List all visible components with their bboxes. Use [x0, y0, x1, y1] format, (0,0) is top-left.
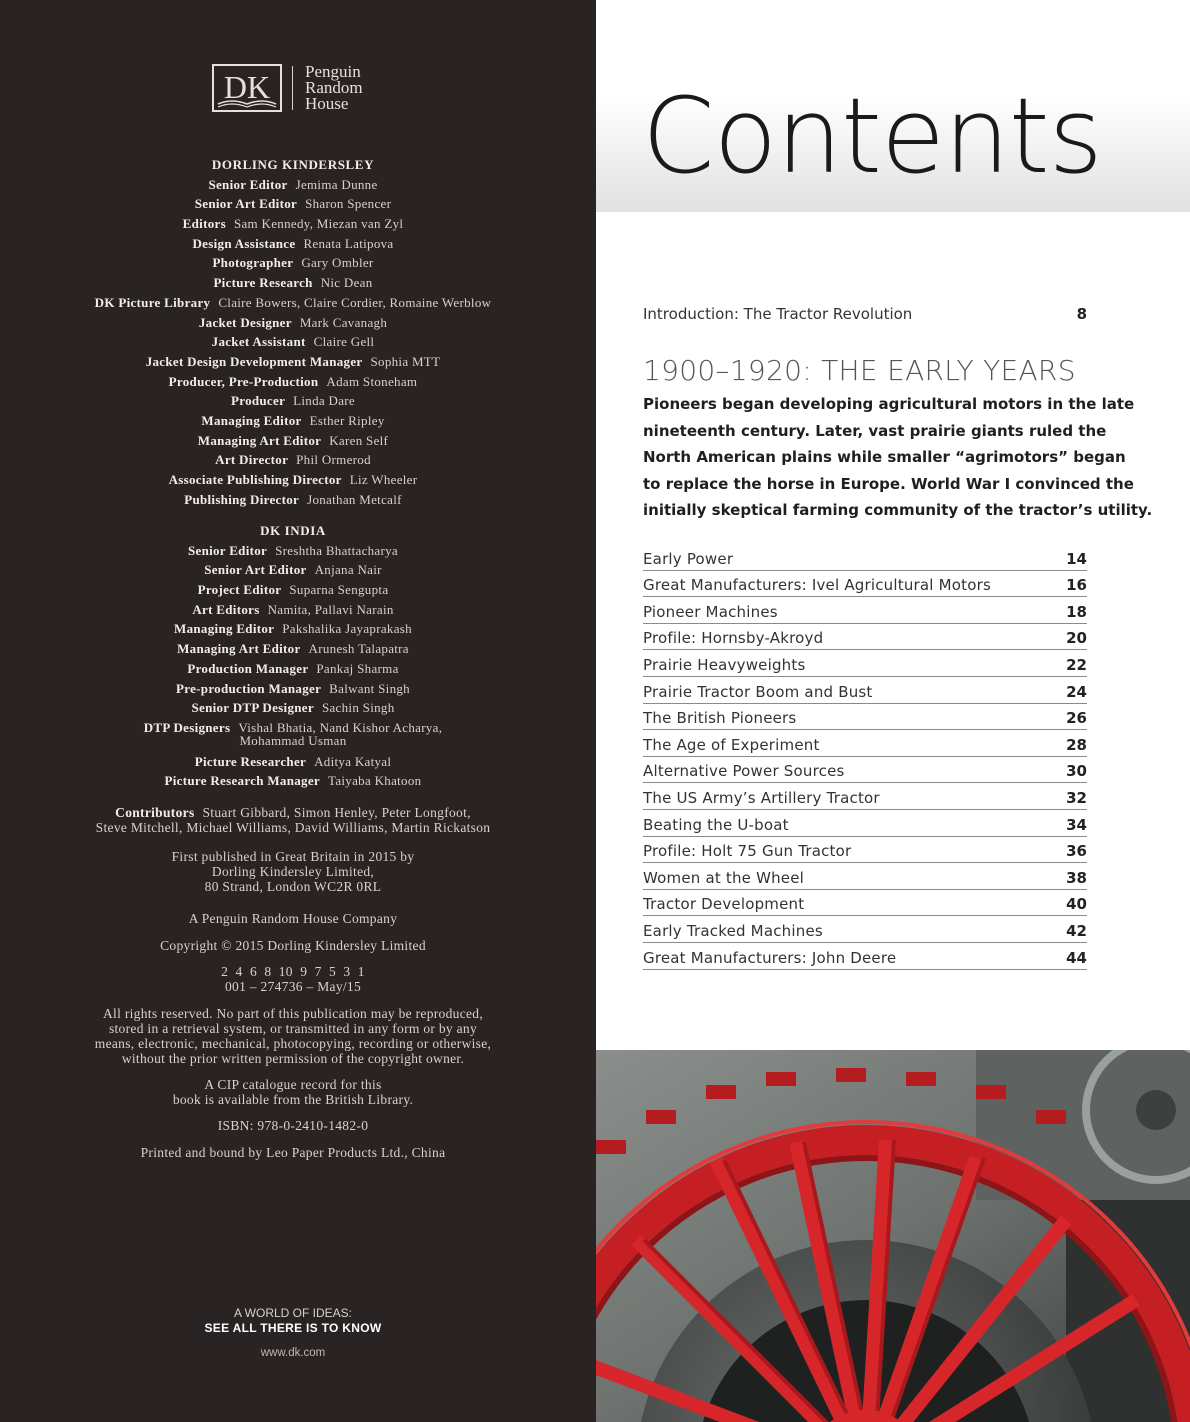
company-line	[0, 911, 586, 926]
publisher-logo	[212, 64, 382, 116]
printed-text: Printed and bound by Leo Paper Products Ltd., China	[140, 1145, 446, 1160]
credit-row	[0, 560, 586, 580]
credit-row	[0, 293, 586, 313]
dk-website-link[interactable]: www.dk.com	[260, 1347, 326, 1359]
toc-entry-label: Women at the Wheel	[643, 868, 805, 887]
dk-india-credits	[0, 521, 586, 791]
cip-block	[0, 1077, 586, 1107]
print-code: 001 – 274736 – May/15	[224, 979, 362, 994]
credit-row	[0, 600, 586, 620]
credit-role: Associate Publishing Director	[168, 472, 342, 487]
toc-entry[interactable]	[643, 677, 1087, 704]
toc-entry-label: The US Army’s Artillery Tractor	[643, 788, 880, 807]
toc-entry[interactable]	[643, 650, 1087, 677]
cip-line-2: book is available from the British Library.	[172, 1092, 414, 1107]
credit-row	[0, 541, 586, 561]
tagline-top: A WORLD OF IDEAS:	[233, 1306, 353, 1320]
credit-role: Managing Art Editor	[197, 432, 322, 448]
toc-entry-page: 36	[1066, 842, 1087, 861]
credit-name: Sreshtha Bhattacharya	[275, 542, 399, 558]
credit-row	[0, 698, 586, 718]
credit-role: Design Assistance	[192, 235, 296, 251]
toc-entry-page: 16	[1066, 576, 1087, 595]
credit-role: Art Director	[215, 452, 289, 468]
credit-name: Pankaj Sharma	[316, 660, 399, 676]
credit-role: Production Manager	[187, 660, 309, 676]
credit-name: Liz Wheeler	[349, 472, 418, 487]
toc-entry-label: Profile: Hornsby-Akroyd	[643, 629, 824, 648]
rights-line-2: stored in a retrieval system, or transmitted in any form or by any	[108, 1021, 478, 1036]
toc-entry-label: Early Power	[643, 549, 734, 568]
dk-book-icon	[212, 64, 282, 112]
toc-entry[interactable]	[643, 571, 1087, 598]
rights-block	[0, 1006, 586, 1066]
first-published-line-1: First published in Great Britain in 2015 by	[171, 849, 415, 864]
credit-name: Anjana Nair	[314, 562, 382, 578]
credit-name: Aditya Katyal	[314, 753, 392, 769]
credit-row	[0, 253, 586, 273]
dk-logo-text: DK	[223, 69, 271, 105]
dtp-designer-continued: Mohammad Usman	[239, 732, 347, 748]
toc-entry-page: 42	[1066, 921, 1087, 940]
tagline-bottom: SEE ALL THERE IS TO KNOW	[204, 1321, 382, 1335]
toc-intro-page: 8	[1076, 305, 1087, 323]
credit-role: Photographer	[212, 255, 294, 271]
credit-row	[0, 580, 586, 600]
toc-entry-page: 38	[1066, 868, 1087, 887]
credit-row	[0, 659, 586, 679]
isbn-line	[0, 1118, 586, 1133]
toc-entry-label: Beating the U-boat	[643, 815, 789, 834]
credit-name: Taiyaba Khatoon	[327, 773, 422, 789]
credit-role: Art Editors	[192, 601, 260, 617]
toc-entry-page: 22	[1066, 655, 1087, 674]
credit-row	[0, 679, 586, 699]
credit-name: Sharon Spencer	[305, 196, 392, 212]
toc-intro-entry[interactable]	[643, 305, 1087, 323]
toc-entry-page: 30	[1066, 762, 1087, 781]
era-desc-line-4: to replace the horse in Europe. World War I convinced the	[643, 474, 1134, 493]
prh-line-1: Penguin	[305, 62, 361, 81]
copyright-line	[0, 938, 586, 953]
toc-entry-label: The British Pioneers	[643, 709, 797, 728]
toc-entry-label: Great Manufacturers: John Deere	[643, 948, 897, 967]
toc-entry-page: 20	[1066, 629, 1087, 648]
toc-entry-page: 40	[1066, 895, 1087, 914]
toc-list	[643, 544, 1087, 970]
dorling-kindersley-credits	[0, 155, 586, 509]
toc-entry[interactable]	[643, 624, 1087, 651]
credit-name: Suparna Sengupta	[289, 582, 389, 598]
credit-role: DTP Designers	[143, 719, 231, 735]
credit-row	[0, 639, 586, 659]
credit-role: Publishing Director	[184, 491, 300, 507]
copyright-text: Copyright © 2015 Dorling Kindersley Limited	[160, 938, 426, 953]
credit-row	[0, 470, 586, 490]
contributors-line-2: Steve Mitchell, Michael Williams, David Williams, Martin Rickatson	[95, 820, 491, 835]
print-info-block	[0, 964, 586, 994]
toc-entry[interactable]	[643, 757, 1087, 784]
toc-entry-page: 44	[1066, 948, 1087, 967]
credit-role: DK Picture Library	[94, 294, 211, 310]
toc-entry[interactable]	[643, 916, 1087, 943]
toc-entry[interactable]	[643, 810, 1087, 837]
credit-name: Namita, Pallavi Narain	[267, 601, 394, 617]
credit-role: Managing Editor	[201, 412, 302, 428]
credit-role: Managing Art Editor	[177, 641, 301, 657]
credit-name: Claire Bowers, Claire Cordier, Romaine Werblow	[218, 294, 492, 310]
credit-role: Senior Editor	[208, 176, 288, 192]
credit-name: Esther Ripley	[309, 412, 385, 428]
credit-name: Adam Stoneham	[326, 373, 418, 389]
credit-name: Vishal Bhatia, Nand Kishor Acharya,	[238, 719, 443, 735]
credit-role: Jacket Design Development Manager	[145, 353, 363, 369]
era-description	[643, 391, 1153, 524]
rights-line-3: means, electronic, mechanical, photocopying, recording or otherwise,	[94, 1036, 492, 1051]
toc-intro-label: Introduction: The Tractor Revolution	[643, 305, 913, 323]
dk-tagline	[0, 1306, 586, 1336]
tractor-wheel-illustration	[596, 1050, 1190, 1422]
toc-entry-page: 14	[1066, 549, 1087, 568]
era-title: 1900–1920: THE EARLY YEARS	[643, 354, 1076, 387]
toc-entry-label: Early Tracked Machines	[643, 921, 823, 940]
toc-entry-label: Pioneer Machines	[643, 602, 778, 621]
credit-role: Picture Research	[213, 275, 313, 291]
toc-entry-label: Prairie Heavyweights	[643, 655, 806, 674]
credit-row	[0, 752, 586, 772]
credit-role: Senior DTP Designer	[191, 700, 314, 716]
toc-entry[interactable]	[643, 783, 1087, 810]
toc-entry[interactable]	[643, 837, 1087, 864]
credit-name: Jemima Dunne	[295, 176, 378, 192]
credit-name: Phil Ormerod	[296, 452, 371, 468]
credit-name: Sophia MTT	[370, 353, 441, 369]
credit-role: Senior Art Editor	[204, 562, 307, 578]
toc-entry-page: 26	[1066, 709, 1087, 728]
toc-entry-page: 34	[1066, 815, 1087, 834]
toc-entry-page: 32	[1066, 788, 1087, 807]
toc-entry-label: Tractor Development	[643, 895, 805, 914]
print-numbers: 2 4 6 8 10 9 7 5 3 1	[221, 964, 365, 979]
credit-role: Project Editor	[197, 582, 282, 598]
toc-entry[interactable]	[643, 544, 1087, 571]
credit-name: Arunesh Talapatra	[308, 641, 409, 657]
contributors-line-1: Stuart Gibbard, Simon Henley, Peter Longfoot,	[202, 805, 471, 820]
first-published-line-2: Dorling Kindersley Limited,	[211, 864, 375, 879]
toc-entry[interactable]	[643, 890, 1087, 917]
credit-row	[0, 273, 586, 293]
credit-role: Pre-production Manager	[176, 680, 322, 696]
rights-line-1: All rights reserved. No part of this publication may be reproduced,	[103, 1006, 483, 1021]
toc-entry-label: Alternative Power Sources	[643, 762, 845, 781]
credit-row	[0, 450, 586, 470]
credit-row	[0, 332, 586, 352]
credit-name: Jonathan Metcalf	[307, 491, 402, 507]
credit-role: Picture Research Manager	[164, 773, 320, 789]
credit-role: Picture Researcher	[194, 753, 307, 769]
penguin-random-house-wordmark	[305, 64, 363, 112]
credit-role: Managing Editor	[174, 621, 275, 637]
credit-row	[0, 619, 586, 639]
credit-name: Nic Dean	[320, 275, 373, 291]
credit-row	[0, 352, 586, 372]
dorling-kindersley-heading: DORLING KINDERSLEY	[211, 157, 375, 172]
credit-row	[0, 234, 586, 254]
credit-row	[0, 431, 586, 451]
toc-entry-label: Prairie Tractor Boom and Bust	[643, 682, 873, 701]
credit-row	[0, 411, 586, 431]
toc-entry[interactable]	[643, 730, 1087, 757]
first-published-line-3: 80 Strand, London WC2R 0RL	[204, 879, 382, 894]
contributors-role: Contributors	[115, 805, 195, 820]
credit-name: Claire Gell	[313, 334, 375, 350]
prh-line-2: Random	[305, 78, 363, 97]
credit-role: Editors	[182, 216, 226, 232]
credit-row	[0, 771, 586, 791]
tractor-wheel-photo	[596, 1050, 1190, 1422]
credit-name: Linda Dare	[293, 393, 355, 409]
dk-india-heading: DK INDIA	[260, 523, 326, 538]
credit-row	[0, 391, 586, 411]
credit-row	[0, 194, 586, 214]
credit-name: Karen Self	[329, 432, 389, 448]
credit-role: Jacket Designer	[198, 314, 292, 330]
toc-entry-label: The Age of Experiment	[643, 735, 820, 754]
credit-name: Sam Kennedy, Miezan van Zyl	[233, 216, 404, 232]
toc-entry[interactable]	[643, 704, 1087, 731]
era-desc-line-2: nineteenth century. Later, vast prairie giants ruled the	[643, 421, 1107, 440]
credit-row	[0, 313, 586, 333]
credit-name: Balwant Singh	[329, 680, 410, 696]
cip-line-1: A CIP catalogue record for this	[204, 1077, 382, 1092]
era-desc-line-1: Pioneers began developing agricultural motors in the late	[643, 395, 1135, 413]
toc-entry-page: 24	[1066, 682, 1087, 701]
toc-entry-page: 28	[1066, 735, 1087, 754]
credit-row	[0, 214, 586, 234]
era-desc-line-5: initially skeptical farming community of the tractor’s utility.	[643, 501, 1153, 520]
toc-entry[interactable]	[643, 863, 1087, 890]
credit-role: Senior Art Editor	[194, 196, 298, 212]
credit-role: Producer	[231, 393, 286, 409]
credit-name: Renata Latipova	[303, 235, 394, 251]
company-text: A Penguin Random House Company	[188, 911, 398, 926]
printed-line	[0, 1145, 586, 1160]
toc-entry[interactable]	[643, 597, 1087, 624]
toc-entry-label: Profile: Holt 75 Gun Tractor	[643, 842, 852, 861]
contributors-block	[0, 805, 586, 835]
logo-divider	[292, 66, 293, 110]
credit-role: Producer, Pre-Production	[168, 373, 319, 389]
toc-entry-page: 18	[1066, 602, 1087, 621]
era-desc-line-3: North American plains while smaller “agrimotors” began	[643, 448, 1126, 467]
credit-name: Sachin Singh	[321, 700, 395, 716]
credit-row	[0, 175, 586, 195]
credit-row	[0, 372, 586, 392]
credit-row	[0, 490, 586, 510]
rights-line-4: without the prior written permission of the copyright owner.	[121, 1051, 465, 1066]
prh-line-3: House	[305, 94, 349, 113]
isbn-text: ISBN: 978-0-2410-1482-0	[217, 1118, 369, 1133]
credit-name: Pakshalika Jayaprakash	[282, 621, 412, 637]
credit-name: Gary Ombler	[301, 255, 374, 271]
contents-title: Contents	[642, 75, 1102, 197]
toc-entry[interactable]	[643, 943, 1087, 970]
toc-entry-label: Great Manufacturers: Ivel Agricultural Motors	[643, 576, 992, 595]
credit-role: Senior Editor	[187, 542, 268, 558]
first-published-block	[0, 849, 586, 894]
credit-name: Mark Cavanagh	[299, 314, 388, 330]
credit-role: Jacket Assistant	[211, 334, 306, 350]
